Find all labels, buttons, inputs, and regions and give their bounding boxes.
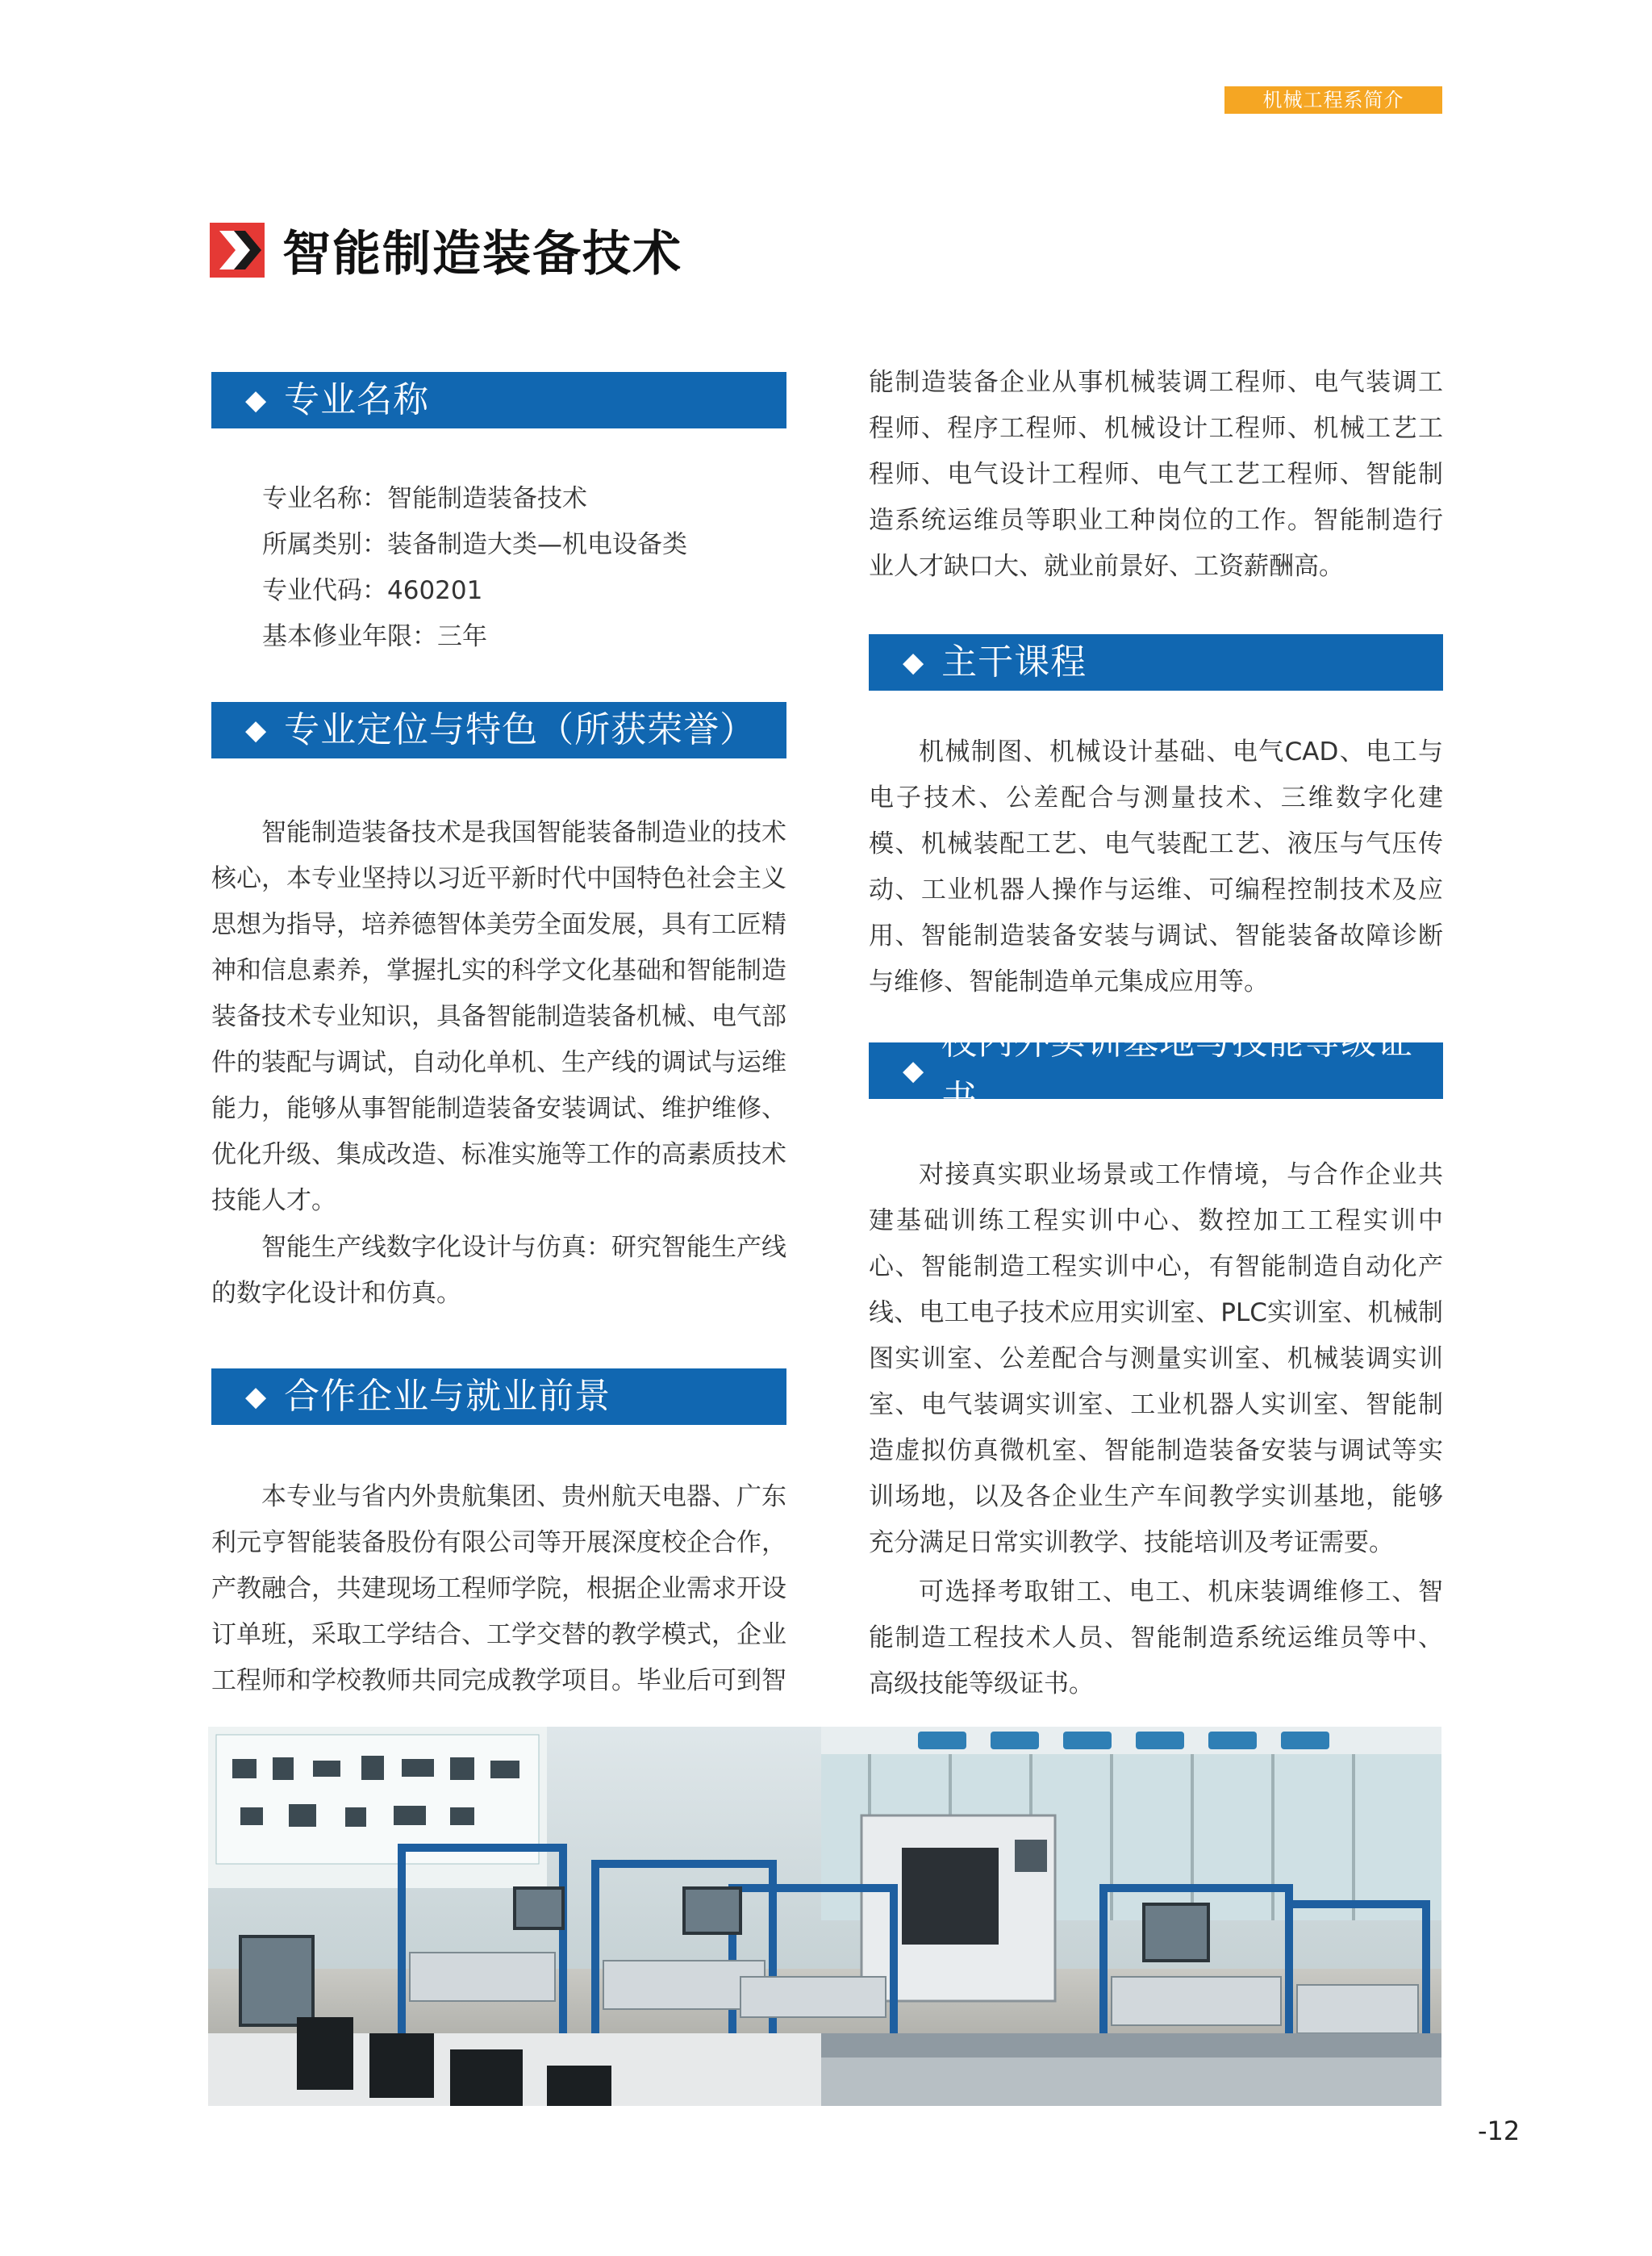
section-heading-positioning	[211, 702, 786, 758]
section-heading-label: 专业名称	[284, 379, 430, 420]
certificate-paragraph: 可选择考取钳工、电工、机床装调维修工、智能制造工程技术人员、智能制造系统运维员等中、高级技能等级证书。	[869, 1577, 1443, 1698]
cooperation-paragraph: 本专业与省内外贵航集团、贵州航天电器、广东利元亨智能装备股份有限公司等开展深度校企合作，产教融合，共建现场工程师学院，根据企业需求开设订单班，采取工学结合、工学交替的教学模式，企业工程师和学校教师共同完成教学项目。毕业后可到智	[211, 1482, 786, 1695]
diamond-icon: ◆	[245, 714, 267, 746]
career-paragraph-continued: 能制造装备企业从事机械装调工程师、电气装调工程师、程序工程师、机械设计工程师、机械工艺工程师、电气设计工程师、电气工艺工程师、智能制造系统运维员等职业工种岗位的工作。智能制造行业人才缺口大、就业前景好、工资薪酬高。	[869, 368, 1443, 581]
program-info-item: 基本修业年限：三年	[262, 622, 487, 651]
section-heading-label: 主干课程	[941, 641, 1087, 683]
title-block	[210, 218, 682, 282]
program-info-list	[262, 476, 687, 660]
section-heading-courses	[869, 634, 1443, 691]
section-heading-label: 合作企业与就业前景	[284, 1376, 611, 1417]
chevron-logo-icon	[210, 223, 265, 278]
program-info-item: 专业名称：智能制造装备技术	[262, 484, 587, 513]
simulation-paragraph: 智能生产线数字化设计与仿真：研究智能生产线的数字化设计和仿真。	[211, 1233, 786, 1308]
section-heading-training	[869, 1021, 1443, 1119]
program-info-item: 专业代码：460201	[262, 576, 483, 605]
section-heading-label: 专业定位与特色（所获荣誉）	[284, 709, 757, 750]
diamond-icon: ◆	[903, 646, 924, 679]
training-workshop-photo	[208, 1727, 1441, 2106]
positioning-paragraph: 智能制造装备技术是我国智能装备制造业的技术核心，本专业坚持以习近平新时代中国特色社会主义思想为指导，培养德智体美劳全面发展，具有工匠精神和信息素养，掌握扎实的科学文化基础和智能制造装备技术专业知识，具备智能制造装备机械、电气部件的装配与调试，自动化单机、生产线的调试与运维能力，能够从事智能制造装备安装调试、维护维修、优化升级、集成改造、标准实施等工作的高素质技术技能人才。	[211, 818, 786, 1215]
diamond-icon: ◆	[903, 1055, 924, 1087]
header-tag: 机械工程系简介	[1224, 86, 1442, 114]
training-paragraph: 对接真实职业场景或工作情境，与合作企业共建基础训练工程实训中心、数控加工工程实训中心、智能制造工程实训中心，有智能制造自动化产线、电工电子技术应用实训室、PLC实训室、机械制图实训室、公差配合与测量实训室、机械装调实训室、电气装调实训室、工业机器人实训室、智能制造虚拟仿真微机室、智能制造装备安装与调试等实训场地，以及各企业生产车间教学实训基地，能够充分满足日常实训教学、技能培训及考证需要。	[869, 1160, 1443, 1557]
page-number: -12	[1478, 2116, 1521, 2146]
diamond-icon: ◆	[245, 1381, 267, 1413]
program-info-item: 所属类别：装备制造大类—机电设备类	[262, 530, 687, 559]
page-title: 智能制造装备技术	[282, 226, 682, 282]
diamond-icon: ◆	[245, 384, 267, 416]
section-heading-cooperation	[211, 1368, 786, 1425]
courses-paragraph: 机械制图、机械设计基础、电气CAD、电工与电子技术、公差配合与测量技术、三维数字化建模、机械装配工艺、电气装配工艺、液压与气压传动、工业机器人操作与运维、可编程控制技术及应用、智能制造装备安装与调试、智能装备故障诊断与维修、智能制造单元集成应用等。	[869, 737, 1443, 996]
section-heading-label: 校内外实训基地与技能等级证书	[941, 1021, 1414, 1119]
section-heading-name	[211, 372, 786, 428]
